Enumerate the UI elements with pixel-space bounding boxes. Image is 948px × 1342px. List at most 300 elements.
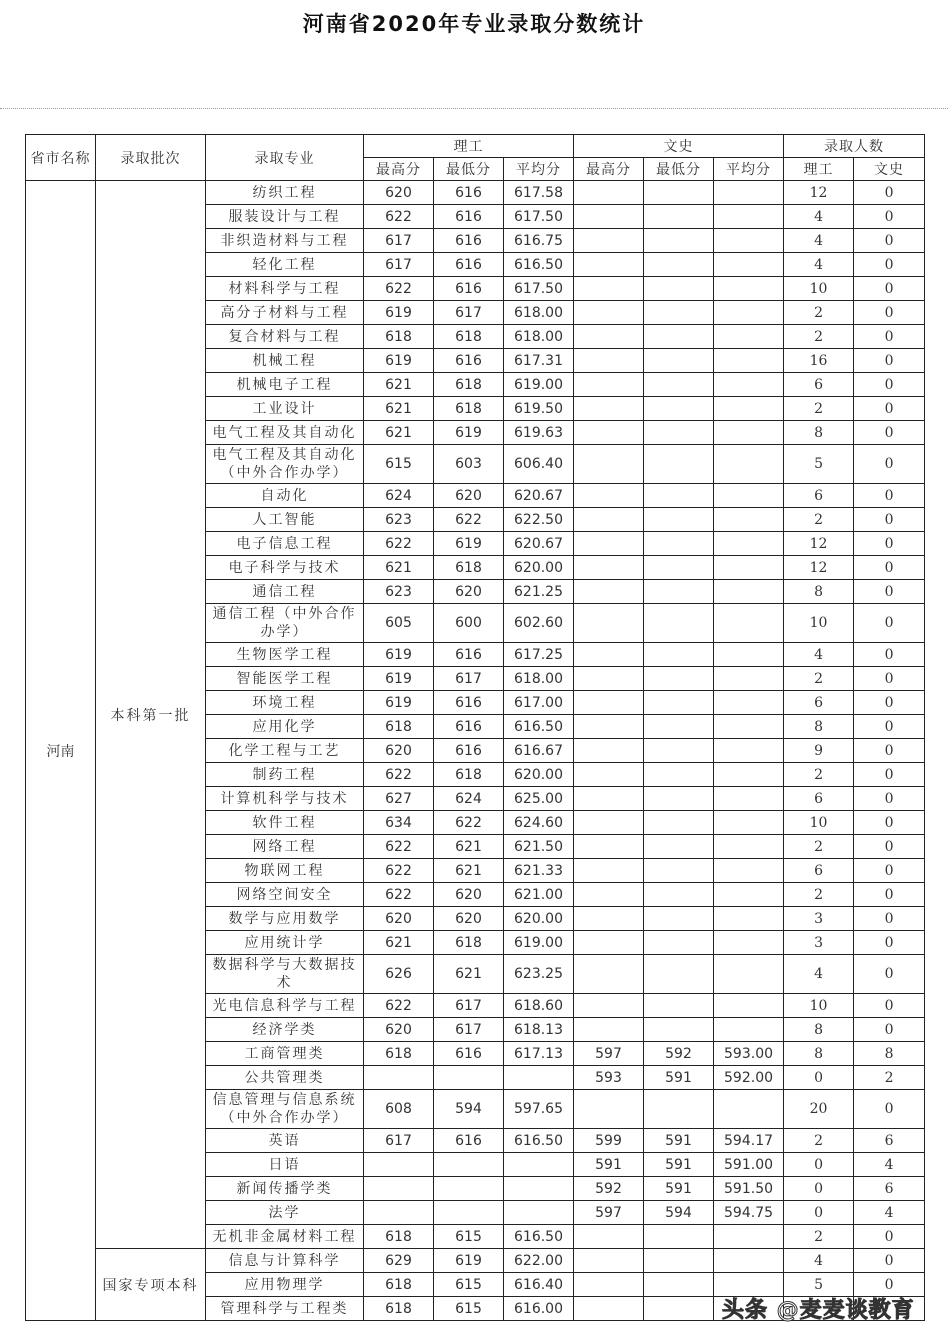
- major-cell: 网络空间安全: [206, 883, 364, 907]
- count-arts-cell: 0: [854, 421, 925, 445]
- count-science-cell: 4: [784, 253, 854, 277]
- science-max-cell: 622: [364, 205, 434, 229]
- arts-min-cell: [644, 1018, 714, 1042]
- arts-min-cell: [644, 667, 714, 691]
- header-count-science: 理工: [784, 158, 854, 181]
- arts-avg-cell: [714, 397, 784, 421]
- count-arts-cell: 0: [854, 445, 925, 484]
- science-min-cell: 620: [434, 580, 504, 604]
- arts-avg-cell: [714, 1225, 784, 1249]
- arts-max-cell: [574, 1018, 644, 1042]
- arts-max-cell: [574, 643, 644, 667]
- science-max-cell: 622: [364, 994, 434, 1018]
- science-max-cell: 629: [364, 1249, 434, 1273]
- count-science-cell: 2: [784, 835, 854, 859]
- count-arts-cell: 0: [854, 580, 925, 604]
- science-max-cell: 622: [364, 883, 434, 907]
- science-max-cell: 623: [364, 508, 434, 532]
- major-cell: 电气工程及其自动化: [206, 421, 364, 445]
- major-cell: 电气工程及其自动化（中外合作办学）: [206, 445, 364, 484]
- count-arts-cell: 0: [854, 556, 925, 580]
- arts-avg-cell: 594.17: [714, 1129, 784, 1153]
- science-min-cell: 616: [434, 1129, 504, 1153]
- arts-min-cell: [644, 580, 714, 604]
- arts-max-cell: [574, 532, 644, 556]
- science-min-cell: 603: [434, 445, 504, 484]
- arts-max-cell: [574, 373, 644, 397]
- arts-avg-cell: [714, 691, 784, 715]
- arts-max-cell: 597: [574, 1042, 644, 1066]
- science-min-cell: 616: [434, 229, 504, 253]
- count-science-cell: 8: [784, 421, 854, 445]
- count-arts-cell: 0: [854, 907, 925, 931]
- major-cell: 日语: [206, 1153, 364, 1177]
- arts-max-cell: [574, 1090, 644, 1129]
- science-max-cell: 618: [364, 1273, 434, 1297]
- science-max-cell: 618: [364, 1225, 434, 1249]
- science-avg-cell: 617.13: [504, 1042, 574, 1066]
- arts-avg-cell: [714, 931, 784, 955]
- count-science-cell: 6: [784, 859, 854, 883]
- count-science-cell: 4: [784, 229, 854, 253]
- major-cell: 智能医学工程: [206, 667, 364, 691]
- admission-score-table: [25, 134, 925, 1321]
- science-max-cell: 618: [364, 1297, 434, 1321]
- batch-cell: 国家专项本科: [96, 1249, 206, 1321]
- major-cell: 制药工程: [206, 763, 364, 787]
- count-arts-cell: 0: [854, 532, 925, 556]
- major-cell: 管理科学与工程类: [206, 1297, 364, 1321]
- count-science-cell: 10: [784, 811, 854, 835]
- arts-min-cell: [644, 1297, 714, 1321]
- science-min-cell: [434, 1066, 504, 1090]
- arts-min-cell: [644, 739, 714, 763]
- science-min-cell: 617: [434, 1018, 504, 1042]
- science-min-cell: [434, 1201, 504, 1225]
- science-max-cell: 621: [364, 373, 434, 397]
- science-max-cell: 621: [364, 397, 434, 421]
- count-science-cell: 6: [784, 484, 854, 508]
- arts-min-cell: [644, 715, 714, 739]
- arts-avg-cell: [714, 325, 784, 349]
- count-science-cell: 8: [784, 1018, 854, 1042]
- science-min-cell: 616: [434, 1042, 504, 1066]
- arts-avg-cell: 594.75: [714, 1201, 784, 1225]
- science-max-cell: 619: [364, 643, 434, 667]
- arts-min-cell: [644, 1273, 714, 1297]
- science-max-cell: [364, 1201, 434, 1225]
- major-cell: 化学工程与工艺: [206, 739, 364, 763]
- table-row: [26, 1249, 925, 1273]
- science-min-cell: 620: [434, 907, 504, 931]
- major-cell: 工业设计: [206, 397, 364, 421]
- major-cell: 高分子材料与工程: [206, 301, 364, 325]
- dotted-divider: [0, 108, 948, 109]
- count-arts-cell: 0: [854, 1090, 925, 1129]
- arts-max-cell: [574, 229, 644, 253]
- science-avg-cell: 620.00: [504, 907, 574, 931]
- science-avg-cell: 617.31: [504, 349, 574, 373]
- count-arts-cell: 0: [854, 859, 925, 883]
- arts-avg-cell: 591.50: [714, 1177, 784, 1201]
- major-cell: 计算机科学与技术: [206, 787, 364, 811]
- science-max-cell: 619: [364, 667, 434, 691]
- arts-avg-cell: [714, 715, 784, 739]
- count-arts-cell: 0: [854, 301, 925, 325]
- count-arts-cell: 2: [854, 1066, 925, 1090]
- count-arts-cell: 0: [854, 229, 925, 253]
- science-min-cell: 618: [434, 556, 504, 580]
- page-title: 河南省2020年专业录取分数统计: [302, 12, 646, 36]
- major-cell: 软件工程: [206, 811, 364, 835]
- science-min-cell: 617: [434, 301, 504, 325]
- arts-min-cell: [644, 277, 714, 301]
- arts-min-cell: [644, 931, 714, 955]
- arts-avg-cell: [714, 445, 784, 484]
- science-avg-cell: 617.25: [504, 643, 574, 667]
- arts-min-cell: [644, 229, 714, 253]
- count-science-cell: 2: [784, 508, 854, 532]
- major-cell: 应用化学: [206, 715, 364, 739]
- science-min-cell: 619: [434, 421, 504, 445]
- arts-max-cell: [574, 994, 644, 1018]
- science-min-cell: 600: [434, 604, 504, 643]
- header-science-avg: 平均分: [504, 158, 574, 181]
- arts-avg-cell: [714, 421, 784, 445]
- count-arts-cell: 0: [854, 763, 925, 787]
- science-min-cell: 621: [434, 835, 504, 859]
- science-avg-cell: 625.00: [504, 787, 574, 811]
- science-max-cell: 624: [364, 484, 434, 508]
- count-arts-cell: 0: [854, 253, 925, 277]
- count-science-cell: 0: [784, 1153, 854, 1177]
- count-arts-cell: 0: [854, 484, 925, 508]
- science-min-cell: 617: [434, 667, 504, 691]
- arts-max-cell: [574, 955, 644, 994]
- count-arts-cell: 0: [854, 739, 925, 763]
- arts-min-cell: [644, 556, 714, 580]
- major-cell: 数学与应用数学: [206, 907, 364, 931]
- watermark: 头条 @麦麦谈教育: [722, 1298, 915, 1323]
- header-count-arts: 文史: [854, 158, 925, 181]
- science-max-cell: 617: [364, 229, 434, 253]
- count-science-cell: 2: [784, 397, 854, 421]
- science-avg-cell: 616.50: [504, 1225, 574, 1249]
- count-science-cell: 6: [784, 691, 854, 715]
- header-batch: 录取批次: [96, 135, 206, 181]
- count-science-cell: 2: [784, 883, 854, 907]
- arts-avg-cell: [714, 580, 784, 604]
- science-avg-cell: 616.50: [504, 253, 574, 277]
- arts-min-cell: [644, 787, 714, 811]
- science-avg-cell: 616.00: [504, 1297, 574, 1321]
- arts-min-cell: [644, 301, 714, 325]
- science-avg-cell: 619.00: [504, 931, 574, 955]
- science-max-cell: 617: [364, 253, 434, 277]
- major-cell: 工商管理类: [206, 1042, 364, 1066]
- count-science-cell: 5: [784, 1273, 854, 1297]
- major-cell: 应用统计学: [206, 931, 364, 955]
- science-min-cell: 616: [434, 691, 504, 715]
- batch-cell: 本科第一批: [96, 181, 206, 1249]
- science-min-cell: 617: [434, 994, 504, 1018]
- count-arts-cell: 0: [854, 715, 925, 739]
- arts-min-cell: [644, 421, 714, 445]
- arts-max-cell: [574, 445, 644, 484]
- table-body: [26, 181, 925, 1321]
- science-min-cell: 621: [434, 859, 504, 883]
- arts-avg-cell: 591.00: [714, 1153, 784, 1177]
- major-cell: 信息管理与信息系统（中外合作办学）: [206, 1090, 364, 1129]
- arts-avg-cell: [714, 253, 784, 277]
- arts-min-cell: 592: [644, 1042, 714, 1066]
- arts-max-cell: [574, 1273, 644, 1297]
- count-science-cell: 2: [784, 301, 854, 325]
- count-science-cell: 4: [784, 1249, 854, 1273]
- arts-min-cell: [644, 763, 714, 787]
- major-cell: 生物医学工程: [206, 643, 364, 667]
- arts-max-cell: [574, 739, 644, 763]
- science-min-cell: 620: [434, 883, 504, 907]
- count-arts-cell: 0: [854, 181, 925, 205]
- science-min-cell: 594: [434, 1090, 504, 1129]
- science-max-cell: 622: [364, 763, 434, 787]
- science-avg-cell: 619.63: [504, 421, 574, 445]
- arts-min-cell: [644, 445, 714, 484]
- arts-avg-cell: [714, 763, 784, 787]
- science-max-cell: 621: [364, 931, 434, 955]
- arts-avg-cell: [714, 907, 784, 931]
- header-admitted-group: 录取人数: [784, 135, 925, 158]
- header-science-group: 理工: [364, 135, 574, 158]
- count-arts-cell: 0: [854, 277, 925, 301]
- header-province: 省市名称: [26, 135, 96, 181]
- count-arts-cell: 0: [854, 955, 925, 994]
- science-avg-cell: 618.00: [504, 667, 574, 691]
- arts-max-cell: [574, 205, 644, 229]
- count-science-cell: 2: [784, 667, 854, 691]
- arts-avg-cell: [714, 667, 784, 691]
- count-arts-cell: 0: [854, 604, 925, 643]
- count-arts-cell: 0: [854, 691, 925, 715]
- count-science-cell: 3: [784, 907, 854, 931]
- arts-avg-cell: [714, 181, 784, 205]
- science-avg-cell: 617.50: [504, 205, 574, 229]
- arts-min-cell: [644, 811, 714, 835]
- science-min-cell: 616: [434, 715, 504, 739]
- count-arts-cell: 0: [854, 205, 925, 229]
- major-cell: 信息与计算科学: [206, 1249, 364, 1273]
- count-science-cell: 10: [784, 604, 854, 643]
- count-science-cell: 2: [784, 1129, 854, 1153]
- science-avg-cell: 620.00: [504, 556, 574, 580]
- count-arts-cell: 0: [854, 508, 925, 532]
- major-cell: 纺织工程: [206, 181, 364, 205]
- count-arts-cell: 0: [854, 787, 925, 811]
- count-science-cell: 0: [784, 1177, 854, 1201]
- major-cell: 环境工程: [206, 691, 364, 715]
- science-avg-cell: 624.60: [504, 811, 574, 835]
- arts-avg-cell: [714, 1018, 784, 1042]
- science-avg-cell: 617.00: [504, 691, 574, 715]
- science-avg-cell: 616.67: [504, 739, 574, 763]
- science-avg-cell: 597.65: [504, 1090, 574, 1129]
- arts-min-cell: [644, 835, 714, 859]
- major-cell: 自动化: [206, 484, 364, 508]
- count-arts-cell: 0: [854, 835, 925, 859]
- science-max-cell: 617: [364, 1129, 434, 1153]
- arts-max-cell: [574, 667, 644, 691]
- arts-max-cell: [574, 883, 644, 907]
- arts-avg-cell: [714, 883, 784, 907]
- count-science-cell: 12: [784, 556, 854, 580]
- arts-max-cell: [574, 787, 644, 811]
- science-avg-cell: 620.00: [504, 763, 574, 787]
- arts-max-cell: [574, 1249, 644, 1273]
- arts-min-cell: 591: [644, 1177, 714, 1201]
- count-science-cell: 12: [784, 181, 854, 205]
- science-min-cell: [434, 1177, 504, 1201]
- arts-max-cell: [574, 907, 644, 931]
- science-min-cell: 618: [434, 763, 504, 787]
- major-cell: 人工智能: [206, 508, 364, 532]
- science-max-cell: 634: [364, 811, 434, 835]
- science-min-cell: 616: [434, 253, 504, 277]
- count-arts-cell: 6: [854, 1177, 925, 1201]
- count-science-cell: 4: [784, 643, 854, 667]
- arts-max-cell: [574, 811, 644, 835]
- major-cell: 新闻传播学类: [206, 1177, 364, 1201]
- arts-avg-cell: [714, 739, 784, 763]
- arts-max-cell: [574, 484, 644, 508]
- arts-min-cell: [644, 373, 714, 397]
- arts-min-cell: [644, 508, 714, 532]
- arts-avg-cell: [714, 484, 784, 508]
- science-min-cell: 616: [434, 277, 504, 301]
- count-science-cell: 12: [784, 532, 854, 556]
- count-arts-cell: 0: [854, 883, 925, 907]
- count-arts-cell: 8: [854, 1042, 925, 1066]
- major-cell: 通信工程: [206, 580, 364, 604]
- science-avg-cell: 623.25: [504, 955, 574, 994]
- major-cell: 复合材料与工程: [206, 325, 364, 349]
- major-cell: 电子信息工程: [206, 532, 364, 556]
- science-min-cell: 618: [434, 397, 504, 421]
- arts-avg-cell: [714, 229, 784, 253]
- arts-min-cell: [644, 484, 714, 508]
- count-science-cell: 5: [784, 445, 854, 484]
- header-arts-group: 文史: [574, 135, 784, 158]
- arts-min-cell: [644, 397, 714, 421]
- science-min-cell: 616: [434, 643, 504, 667]
- arts-avg-cell: [714, 373, 784, 397]
- major-cell: 物联网工程: [206, 859, 364, 883]
- science-avg-cell: 622.50: [504, 508, 574, 532]
- count-arts-cell: 0: [854, 931, 925, 955]
- count-arts-cell: 0: [854, 1249, 925, 1273]
- count-science-cell: 8: [784, 1042, 854, 1066]
- count-science-cell: 16: [784, 349, 854, 373]
- science-max-cell: 621: [364, 421, 434, 445]
- science-min-cell: 622: [434, 811, 504, 835]
- arts-avg-cell: [714, 643, 784, 667]
- arts-min-cell: [644, 325, 714, 349]
- arts-avg-cell: [714, 994, 784, 1018]
- science-min-cell: 615: [434, 1273, 504, 1297]
- major-cell: 经济学类: [206, 1018, 364, 1042]
- arts-max-cell: 599: [574, 1129, 644, 1153]
- arts-max-cell: [574, 580, 644, 604]
- count-science-cell: 0: [784, 1201, 854, 1225]
- arts-avg-cell: [714, 787, 784, 811]
- science-max-cell: 608: [364, 1090, 434, 1129]
- science-max-cell: 620: [364, 739, 434, 763]
- count-science-cell: 6: [784, 373, 854, 397]
- science-min-cell: 619: [434, 1249, 504, 1273]
- header-arts-avg: 平均分: [714, 158, 784, 181]
- science-avg-cell: [504, 1153, 574, 1177]
- arts-min-cell: [644, 859, 714, 883]
- science-avg-cell: 602.60: [504, 604, 574, 643]
- count-science-cell: 8: [784, 580, 854, 604]
- arts-avg-cell: [714, 508, 784, 532]
- arts-avg-cell: [714, 835, 784, 859]
- count-arts-cell: 0: [854, 667, 925, 691]
- science-min-cell: 618: [434, 325, 504, 349]
- science-max-cell: 618: [364, 1042, 434, 1066]
- major-cell: 光电信息科学与工程: [206, 994, 364, 1018]
- arts-avg-cell: [714, 277, 784, 301]
- science-max-cell: 619: [364, 349, 434, 373]
- science-avg-cell: 616.50: [504, 715, 574, 739]
- science-min-cell: 615: [434, 1297, 504, 1321]
- arts-min-cell: [644, 181, 714, 205]
- count-arts-cell: 0: [854, 397, 925, 421]
- arts-max-cell: [574, 421, 644, 445]
- arts-min-cell: [644, 604, 714, 643]
- science-min-cell: 624: [434, 787, 504, 811]
- science-min-cell: 616: [434, 739, 504, 763]
- arts-avg-cell: [714, 349, 784, 373]
- arts-min-cell: 594: [644, 1201, 714, 1225]
- header-arts-max: 最高分: [574, 158, 644, 181]
- science-avg-cell: [504, 1177, 574, 1201]
- major-cell: 无机非金属材料工程: [206, 1225, 364, 1249]
- science-max-cell: 626: [364, 955, 434, 994]
- arts-max-cell: [574, 277, 644, 301]
- science-max-cell: 615: [364, 445, 434, 484]
- arts-max-cell: [574, 604, 644, 643]
- science-avg-cell: 621.33: [504, 859, 574, 883]
- count-science-cell: 6: [784, 787, 854, 811]
- arts-max-cell: [574, 325, 644, 349]
- science-avg-cell: 621.25: [504, 580, 574, 604]
- count-arts-cell: 0: [854, 349, 925, 373]
- count-arts-cell: 0: [854, 643, 925, 667]
- count-science-cell: 3: [784, 931, 854, 955]
- arts-min-cell: [644, 691, 714, 715]
- science-max-cell: 627: [364, 787, 434, 811]
- science-max-cell: 622: [364, 277, 434, 301]
- header-science-max: 最高分: [364, 158, 434, 181]
- science-max-cell: [364, 1177, 434, 1201]
- science-avg-cell: 606.40: [504, 445, 574, 484]
- count-arts-cell: 0: [854, 1273, 925, 1297]
- arts-max-cell: [574, 1225, 644, 1249]
- header-major: 录取专业: [206, 135, 364, 181]
- arts-avg-cell: [714, 1249, 784, 1273]
- major-cell: 数据科学与大数据技术: [206, 955, 364, 994]
